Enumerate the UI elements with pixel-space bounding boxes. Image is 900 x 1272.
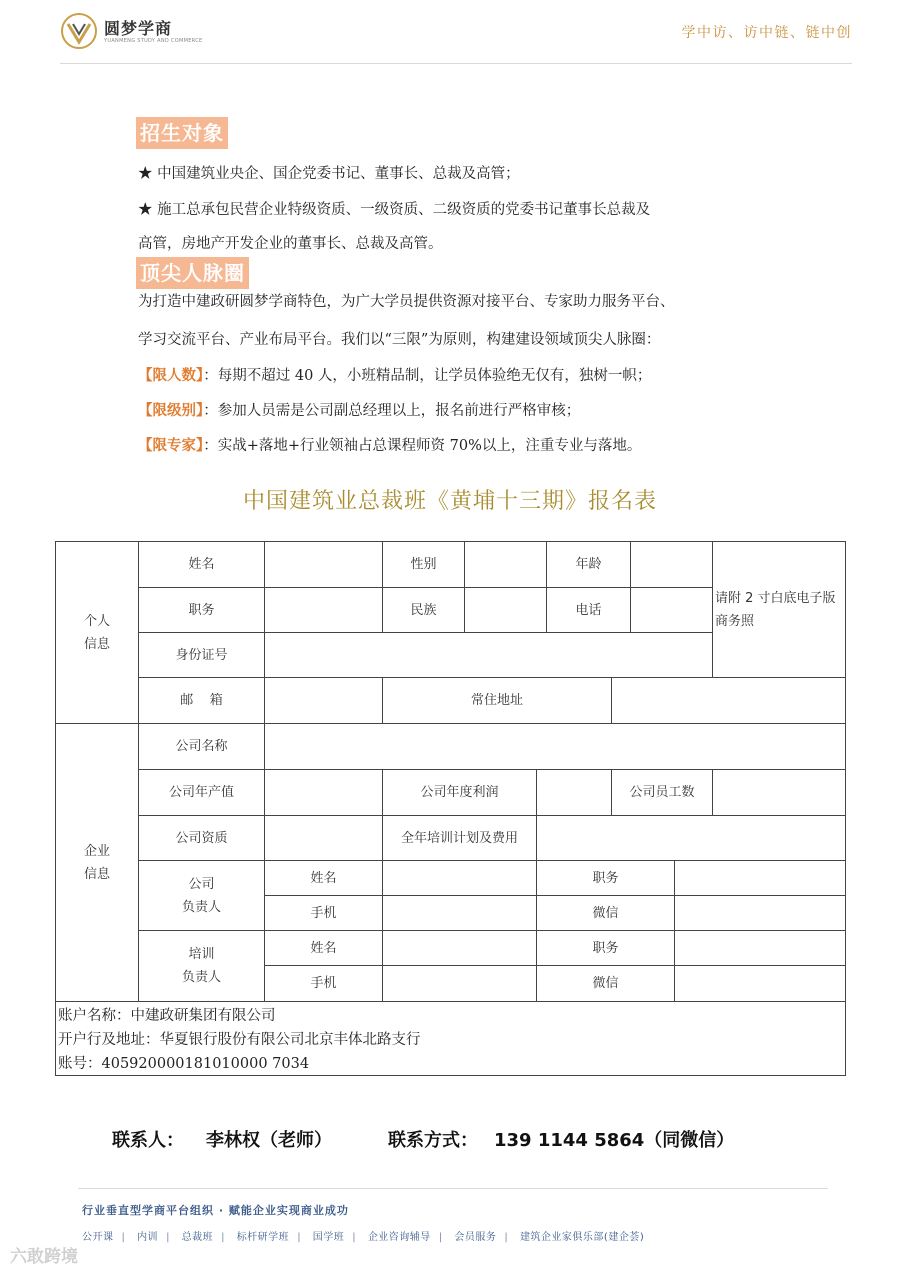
training-lead-wechat-label: 微信 <box>537 966 675 1002</box>
yuanmeng-logo-icon <box>60 12 98 50</box>
company-lead-wechat-field[interactable] <box>675 896 845 931</box>
ethnicity-field[interactable] <box>465 588 547 633</box>
phone-field[interactable] <box>631 588 713 633</box>
gender-field[interactable] <box>465 542 547 588</box>
company-name-field[interactable] <box>265 724 845 770</box>
company-lead-name-field[interactable] <box>383 861 537 896</box>
watermark: 六敢跨境 <box>10 1247 78 1267</box>
company-lead-wechat-label: 微信 <box>537 896 675 931</box>
personal-info-label: 个人 信息 <box>56 542 139 724</box>
id-number-label: 身份证号 <box>139 633 265 678</box>
enrollment-title: 招生对象 <box>136 117 228 149</box>
address-field[interactable] <box>612 678 845 724</box>
training-lead-position-field[interactable] <box>675 931 845 966</box>
footer-nav-item[interactable]: 内训 <box>137 1232 159 1243</box>
training-lead-position-label: 职务 <box>537 931 675 966</box>
company-lead-position-field[interactable] <box>675 861 845 896</box>
phone-label: 电话 <box>547 588 631 633</box>
footer-divider <box>78 1188 828 1189</box>
address-label: 常住地址 <box>383 678 612 724</box>
contact-person-label: 联系人： <box>112 1130 184 1151</box>
training-lead-mobile-label: 手机 <box>265 966 383 1002</box>
company-lead-position-label: 职务 <box>537 861 675 896</box>
position-label: 职务 <box>139 588 265 633</box>
network-intro-line: 学习交流平台、产业布局平台。我们以“三限”为原则，构建建设领域顶尖人脉圈： <box>138 332 661 348</box>
footer-nav-item[interactable]: 企业咨询辅导 <box>367 1232 431 1243</box>
footer-nav-item[interactable]: 公开课 <box>82 1232 114 1243</box>
footer-nav-item[interactable]: 会员服务 <box>454 1232 497 1243</box>
age-field[interactable] <box>631 542 713 588</box>
enrollment-item: ★ 中国建筑业央企、国企党委书记、董事长、总裁及高管； <box>138 166 520 182</box>
training-lead-name-label: 姓名 <box>265 931 383 966</box>
annual-profit-label: 公司年度利润 <box>383 770 537 816</box>
contact-method[interactable]: 139 1144 5864（同微信） <box>494 1130 735 1151</box>
employee-count-label: 公司员工数 <box>612 770 713 816</box>
enrollment-item: 高管，房地产开发企业的董事长、总裁及高管。 <box>138 236 443 252</box>
limit-label: 【限人数】 <box>138 368 204 384</box>
limit-people <box>138 366 651 386</box>
company-lead-label: 公司 负责人 <box>139 861 265 931</box>
logo-name: 圆梦学商 <box>104 19 173 38</box>
gender-label: 性别 <box>383 542 465 588</box>
form-title: 中国建筑业总裁班《黄埔十三期》报名表 <box>242 489 657 514</box>
header-slogan: 学中访、访中链、链中创 <box>681 25 852 41</box>
network-intro-line: 为打造中建政研圆梦学商特色，为广大学员提供资源对接平台、专家助力服务平台、 <box>138 294 675 310</box>
footer-nav-item[interactable]: 国学班 <box>312 1232 345 1243</box>
employee-count-field[interactable] <box>713 770 845 816</box>
limit-text: ：实战+落地+行业领袖占总课程师资 70%以上，注重专业与落地。 <box>203 438 642 454</box>
annual-profit-field[interactable] <box>537 770 612 816</box>
logo-subtitle: YUANMENG STUDY AND COMMERCE <box>104 38 203 44</box>
qualification-label: 公司资质 <box>139 816 265 861</box>
account-name: 账户名称：中建政研集团有限公司 <box>58 1008 276 1024</box>
footer-nav-item[interactable]: 总裁班 <box>181 1232 214 1243</box>
limit-text: ：每期不超过 40 人，小班精品制，让学员体验绝无仅有，独树一帜； <box>203 368 652 384</box>
enrollment-item: ★ 施工总承包民营企业特级资质、一级资质、二级资质的党委书记董事长总裁及 <box>138 202 651 218</box>
bank-address: 开户行及地址：华夏银行股份有限公司北京丰体北路支行 <box>58 1032 421 1048</box>
contact-method-label: 联系方式： <box>388 1130 478 1151</box>
limit-expert <box>138 436 641 456</box>
email-label: 邮 箱 <box>139 678 265 724</box>
limit-text: ：参加人员需是公司副总经理以上，报名前进行严格审核； <box>203 403 581 419</box>
training-lead-mobile-field[interactable] <box>383 966 537 1002</box>
page-header <box>0 0 900 64</box>
age-label: 年龄 <box>547 542 631 588</box>
limit-level <box>138 401 580 421</box>
photo-note[interactable]: 请附 2 寸白底电子版商务照 <box>713 542 845 678</box>
company-info-label: 企业 信息 <box>56 724 139 1002</box>
footer-nav-item[interactable]: 建筑企业家俱乐部(建企荟) <box>519 1232 645 1243</box>
annual-output-field[interactable] <box>265 770 383 816</box>
company-lead-mobile-label: 手机 <box>265 896 383 931</box>
account-number: 账号：405920000181010000 7034 <box>58 1056 310 1072</box>
company-lead-name-label: 姓名 <box>265 861 383 896</box>
id-number-field[interactable] <box>265 633 713 678</box>
name-field[interactable] <box>265 542 383 588</box>
contact-person: 李林权（老师） <box>206 1130 332 1151</box>
annual-output-label: 公司年产值 <box>139 770 265 816</box>
training-lead-label: 培训 负责人 <box>139 931 265 1002</box>
qualification-field[interactable] <box>265 816 383 861</box>
training-lead-wechat-field[interactable] <box>675 966 845 1002</box>
footer-nav-item[interactable]: 标杆研学班 <box>236 1232 290 1243</box>
limit-label: 【限级别】 <box>138 403 204 419</box>
header-divider <box>60 63 852 64</box>
network-title: 顶尖人脉圈 <box>136 257 249 289</box>
training-lead-name-field[interactable] <box>383 931 537 966</box>
company-name-label: 公司名称 <box>139 724 265 770</box>
training-plan-field[interactable] <box>537 816 845 861</box>
position-field[interactable] <box>265 588 383 633</box>
name-label: 姓名 <box>139 542 265 588</box>
footer-nav: 公开课 | 内训 | 总裁班 | 标杆研学班 | 国学班 | 企业咨询辅导 | 会员服务 | 建筑企业家俱乐部(建企荟) <box>82 1232 645 1243</box>
limit-label: 【限专家】 <box>138 438 204 454</box>
footer-tagline: 行业垂直型学商平台组织 · 赋能企业实现商业成功 <box>82 1204 349 1217</box>
email-field[interactable] <box>265 678 383 724</box>
registration-form <box>55 541 846 1076</box>
ethnicity-label: 民族 <box>383 588 465 633</box>
company-lead-mobile-field[interactable] <box>383 896 537 931</box>
training-plan-label: 全年培训计划及费用 <box>383 816 537 861</box>
